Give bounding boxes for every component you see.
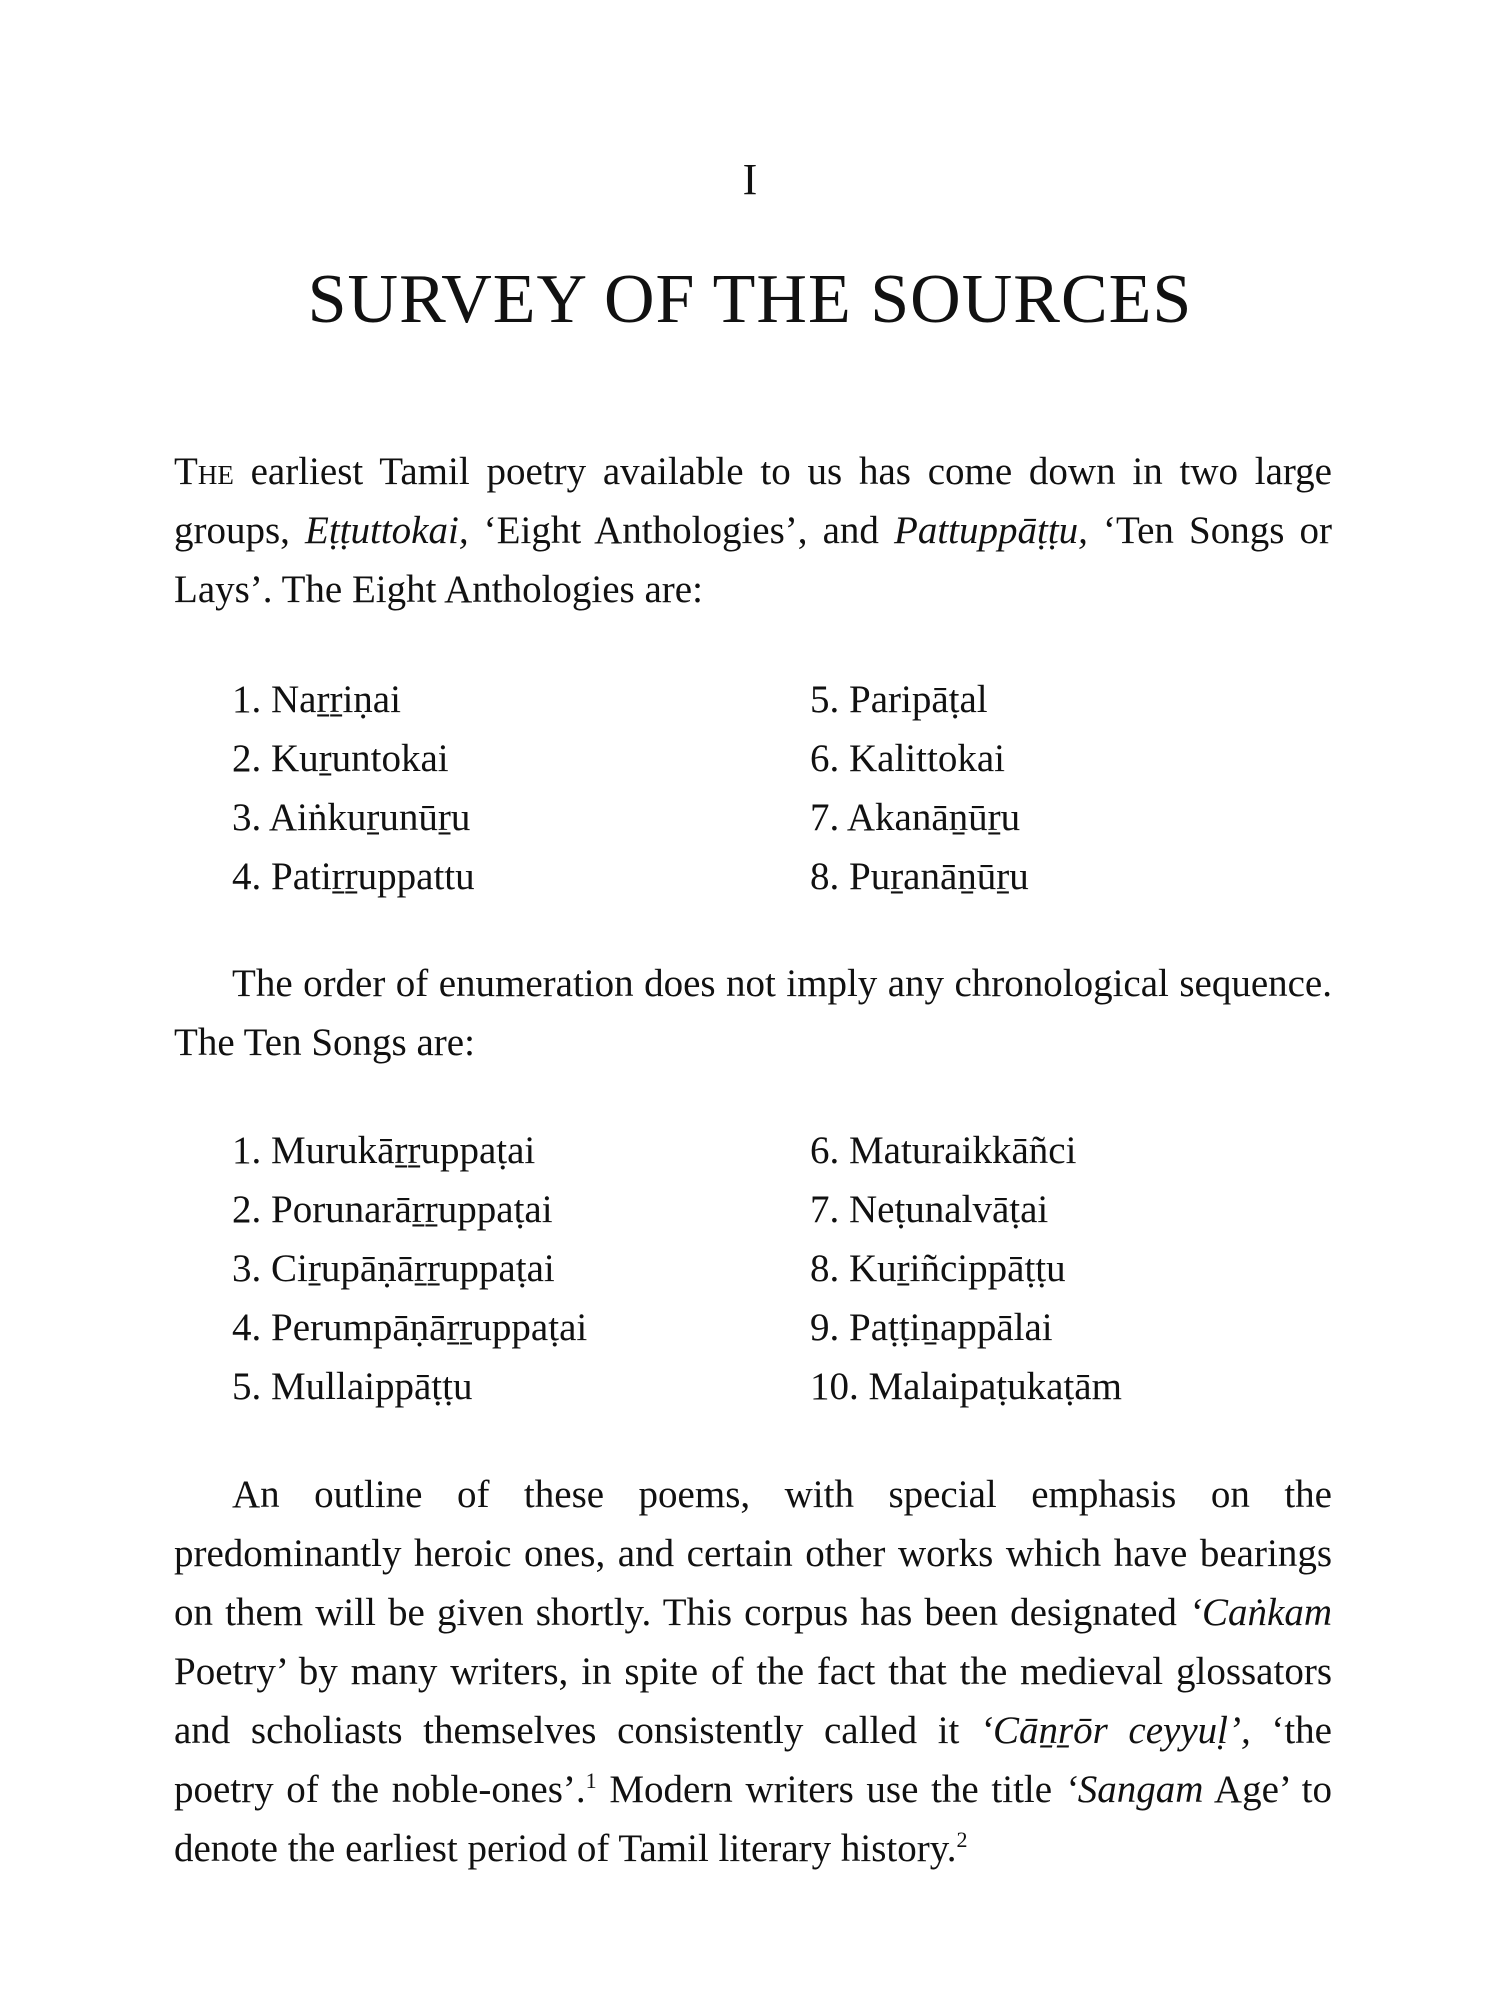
text-run: ‘Eight Anthologies’, and [468, 509, 895, 552]
anthologies-list-left [232, 670, 475, 906]
list-item: 10. Malaipaṭukaṭām [810, 1365, 1122, 1408]
italic-term: Eṭṭuttokai, [305, 509, 469, 552]
list-item: 3. Ciṟupāṇāṟṟuppaṭai [232, 1247, 555, 1290]
intro-paragraph [174, 442, 1332, 619]
text-run: An outline of these poems, with special emphasis on the predominantly heroic ones, and certain other works which have bearings on them will be given shortly. This corpus has been designated [174, 1473, 1332, 1634]
list-item: 8. Kuṟiñcippāṭṭu [810, 1247, 1066, 1290]
list-item: 5. Paripāṭal [810, 678, 988, 721]
list-item: 6. Maturaikkāñci [810, 1129, 1077, 1172]
list-item: 3. Aiṅkuṟunūṟu [232, 796, 471, 839]
list-item: 5. Mullaippāṭṭu [232, 1365, 473, 1408]
list-item: 4. Patiṟṟuppattu [232, 855, 475, 898]
list-item: 6. Kalittokai [810, 737, 1005, 780]
list-item: 9. Paṭṭiṉappālai [810, 1306, 1053, 1349]
list-item: 1. Naṟṟiṇai [232, 678, 401, 721]
ten-songs-list-right [810, 1121, 1122, 1416]
anthologies-list-right [810, 670, 1029, 906]
chapter-number: I [742, 155, 758, 204]
lead-word: The [174, 450, 234, 493]
text-run: Poetry’ by many writers, in spite of the fact that the medieval glossators and scholiasts themselves consistently called it [174, 1650, 1332, 1752]
ten-songs-list-left [232, 1121, 587, 1416]
chapter-title: SURVEY OF THE SOURCES [307, 261, 1193, 338]
text-run: ‘Ten Songs or Lays’. The Eight Anthologies are: [174, 509, 1332, 611]
list-item: 4. Perumpāṇāṟṟuppaṭai [232, 1306, 588, 1349]
text-run: Age’ to denote the earliest period of Tamil literary history. [174, 1768, 1332, 1870]
footnote-marker[interactable]: 2 [956, 1827, 968, 1852]
list-item: 2. Kuṟuntokai [232, 737, 449, 780]
footnote-marker[interactable]: 1 [585, 1768, 597, 1793]
list-item: 2. Porunarāṟṟuppaṭai [232, 1188, 553, 1231]
outline-paragraph [174, 1465, 1332, 1878]
italic-term: ‘Cāṉṟōr ceyyuḷ’, [979, 1709, 1251, 1752]
list-item: 1. Murukāṟṟuppaṭai [232, 1129, 536, 1172]
italic-term: Pattuppāṭṭu, [894, 509, 1088, 552]
text-run: Modern writers use the title [596, 1768, 1065, 1811]
text-run: ‘the poetry of the noble-ones’. [174, 1709, 1332, 1811]
list-item: 7. Neṭunalvāṭai [810, 1188, 1049, 1231]
text-run: earliest Tamil poetry available to us has come down in two large groups, [174, 450, 1332, 552]
italic-term: ‘Caṅkam [1189, 1591, 1332, 1634]
list-item: 8. Puṟanāṉūṟu [810, 855, 1029, 898]
list-item: 7. Akanāṉūṟu [810, 796, 1021, 839]
order-paragraph: The order of enumeration does not imply any chronological sequence. The Ten Songs are: [174, 962, 1332, 1064]
italic-term: ‘Sangam [1064, 1768, 1204, 1811]
